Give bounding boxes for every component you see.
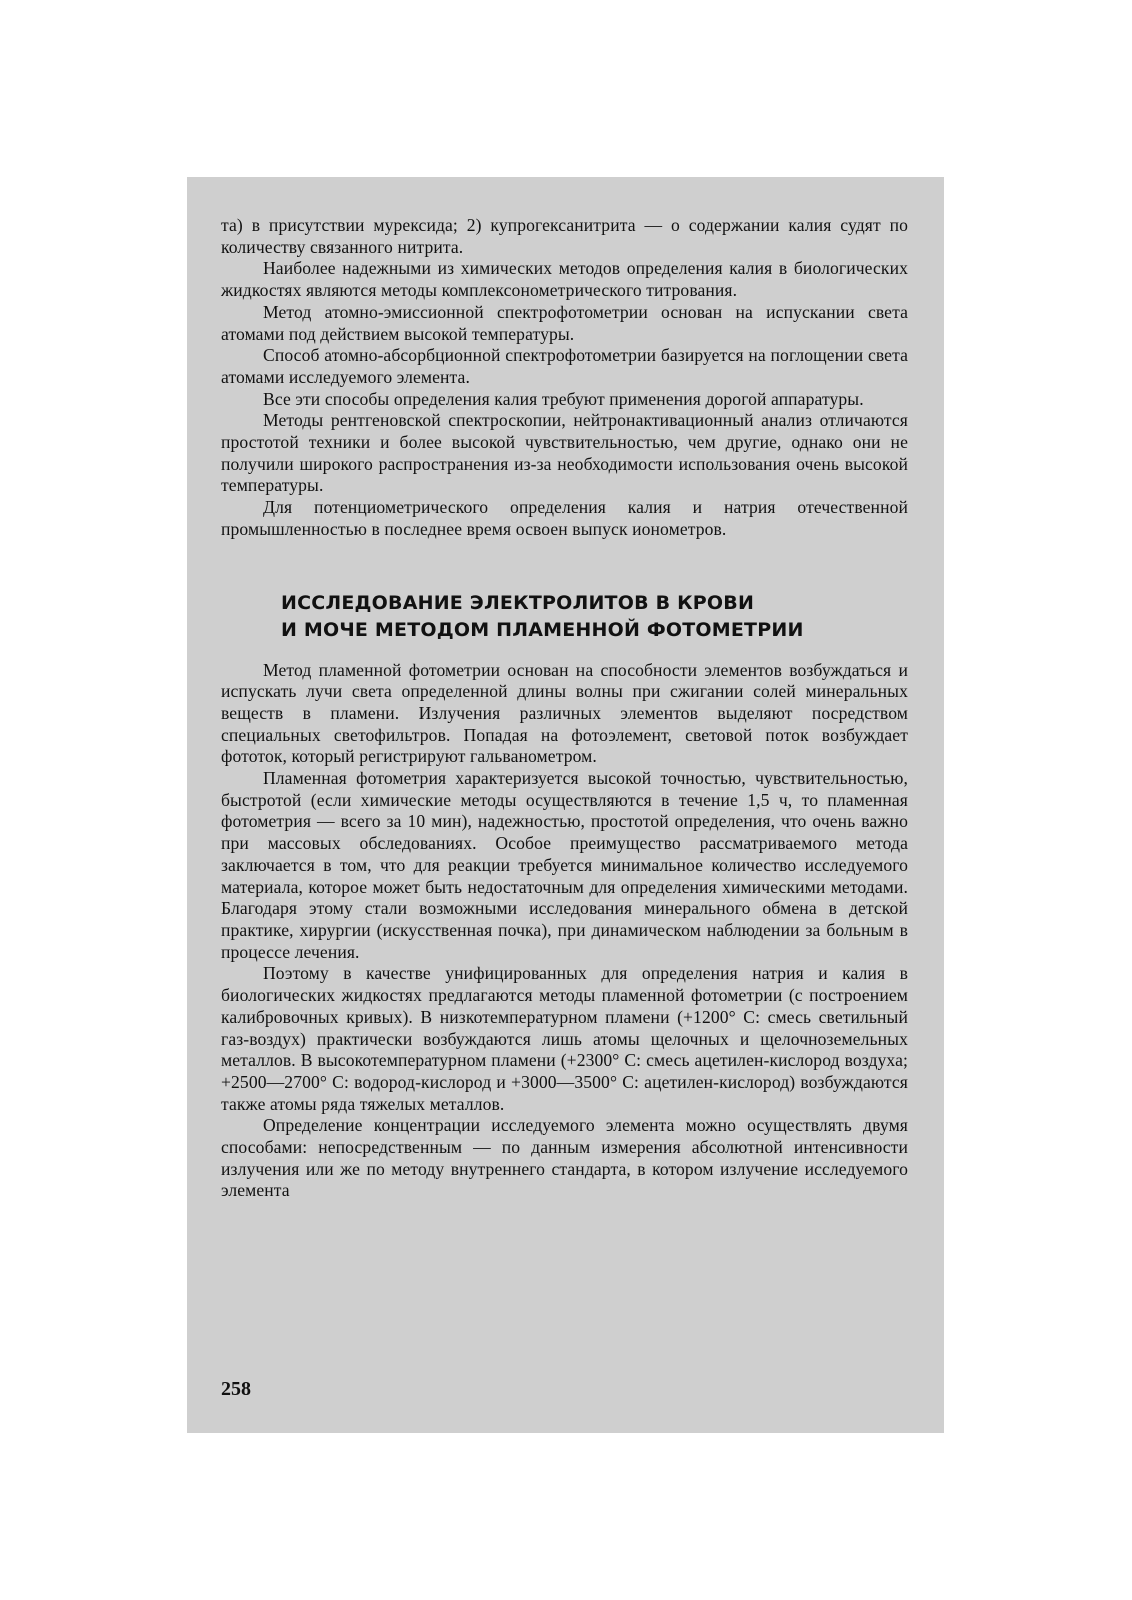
paragraph: Метод атомно-эмиссионной спектрофотометрии основан на испускании света атомами под действием высокой температуры. bbox=[221, 301, 908, 344]
page-number: 258 bbox=[221, 1378, 251, 1400]
section-heading bbox=[281, 590, 908, 644]
paragraph: Наиболее надежными из химических методов определения калия в биологических жидкостях являются методы комплексонометрического титрования. bbox=[221, 258, 908, 301]
paragraph: та) в присутствии мурексида; 2) купрогексанитрита — о содержании калия судят по количеству связанного нитрита. bbox=[221, 215, 908, 257]
section-heading-line: ИССЛЕДОВАНИЕ ЭЛЕКТРОЛИТОВ В КРОВИ bbox=[281, 591, 755, 614]
paragraph: Все эти способы определения калия требуют применения дорогой аппаратуры. bbox=[263, 388, 864, 409]
paragraph: Пламенная фотометрия характеризуется высокой точностью, чувствительностью, быстротой (если химические методы осуществляются в течение 1,5 ч, то пламенная фотометрия — всего за 10 мин), надежностью, простотой определения, что очень важно при массовых обследованиях. Особое преимущество рассматриваемого метода заключается в том, что для реакции требуется минимальное количество исследуемого материала, которое может быть недостаточным для определения химическими методами. Благодаря этому стали возможными исследования минерального обмена в детской практике, хирургии (искусственная почка), при динамическом наблюдении за больным в процессе лечения. bbox=[221, 768, 908, 962]
paragraph: Для потенциометрического определения калия и натрия отечественной промышленностью в последнее время освоен выпуск ионометров. bbox=[221, 497, 908, 539]
book-page bbox=[187, 177, 944, 1433]
paragraph: Поэтому в качестве унифицированных для определения натрия и калия в биологических жидкостях предлагаются методы пламенной фотометрии (с построением калибровочных кривых). В низкотемпературном пламени (+1200° С: смесь светильный газ-воздух) практически возбуждаются лишь атомы щелочных и щелочноземельных металлов. В высокотемпературном пламени (+2300° С: смесь ацетилен-кислород воздуха; +2500—2700° С: водород-кислород и +3000—3500° С: ацетилен-кислород) возбуждаются также атомы ряда тяжелых металлов. bbox=[221, 963, 908, 1114]
section-heading-line: И МОЧЕ МЕТОДОМ ПЛАМЕННОЙ ФОТОМЕТРИИ bbox=[281, 618, 804, 641]
section-text bbox=[221, 660, 908, 1203]
paragraph: Метод пламенной фотометрии основан на способности элементов возбуждаться и испускать лучи света определенной длины волны при сжигании солей минеральных веществ в пламени. Излучения различных элементов выделяют посредством специальных светофильтров. Попадая на фотоэлемент, световой поток возбуждает фототок, который регистрируют гальванометром. bbox=[221, 659, 908, 767]
paragraph: Методы рентгеновской спектроскопии, нейтронактивационный анализ отличаются простотой техники и более высокой чувствительностью, чем другие, однако они не получили широкого распространения из-за необходимости использования очень высокой температуры. bbox=[221, 410, 908, 496]
paragraph: Способ атомно-абсорбционной спектрофотометрии базируется на поглощении света атомами исследуемого элемента. bbox=[221, 345, 908, 387]
paragraph: Определение концентрации исследуемого элемента можно осуществлять двумя способами: непосредственным — по данным измерения абсолютной интенсивности излучения или же по методу внутреннего стандарта, в котором излучение исследуемого элемента bbox=[221, 1115, 908, 1201]
intro-text bbox=[221, 215, 908, 541]
